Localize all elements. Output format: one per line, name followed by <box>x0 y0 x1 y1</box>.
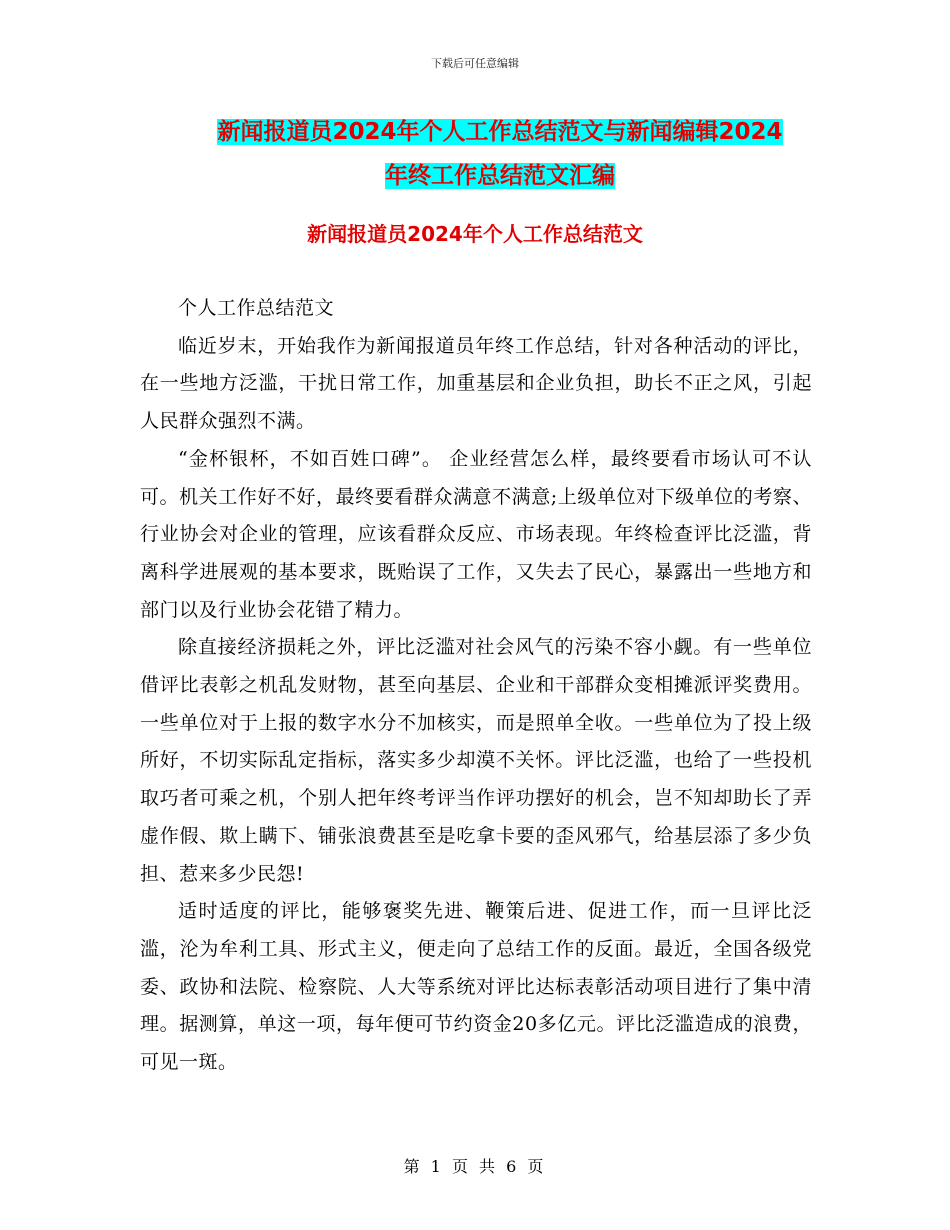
paragraph: “金杯银杯，不如百姓口碑”。 企业经营怎么样，最终要看市场认可不认可。机关工作好不好，最终要看群众满意不满意;上级单位对下级单位的考察、行业协会对企业的管理，应该看群众反应、市场表现。年终检查评比泛滥，背离科学进展观的基本要求，既贻误了工作，又失去了民心，暴露出一些地方和部门以及行业协会花错了精力。 <box>140 447 812 621</box>
main-title-line-1: 新闻报道员2024年个人工作总结范文与新闻编辑2024 <box>217 119 783 145</box>
paragraph: 个人工作总结范文 <box>178 297 335 319</box>
paragraph: 临近岁末，开始我作为新闻报道员年终工作总结，针对各种活动的评比，在一些地方泛滥，干扰日常工作，加重基层和企业负担，助长不正之风，引起人民群众强烈不满。 <box>140 334 812 433</box>
main-title-line-2: 年终工作总结范文汇编 <box>385 163 615 189</box>
document-body <box>140 290 812 1082</box>
page-number-footer: 第 1 页 共 6 页 <box>403 1157 547 1176</box>
paragraph: 除直接经济损耗之外，评比泛滥对社会风气的污染不容小觑。有一些单位借评比表彰之机乱发财物，甚至向基层、企业和干部群众变相摊派评奖费用。一些单位对于上报的数字水分不加核实，而是照单全收。一些单位为了投上级所好，不切实际乱定指标，落实多少却漠不关怀。评比泛滥，也给了一些投机取巧者可乘之机，个别人把年终考评当作评功摆好的机会，岂不知却助长了弄虚作假、欺上瞒下、铺张浪费甚至是吃拿卡要的歪风邪气，给基层添了多少负担、惹来多少民怨! <box>140 636 812 885</box>
page-header-note: 下载后可任意编辑 <box>431 57 519 70</box>
document-main-title <box>140 110 860 198</box>
section-subtitle: 新闻报道员2024年个人工作总结范文 <box>307 222 643 246</box>
paragraph: 适时适度的评比，能够褒奖先进、鞭策后进、促进工作，而一旦评比泛滥，沦为牟利工具、形式主义，便走向了总结工作的反面。最近，全国各级党委、政协和法院、检察院、人大等系统对评比达标表彰活动项目进行了集中清理。据测算，单这一项，每年便可节约资金20多亿元。评比泛滥造成的浪费，可见一斑。 <box>140 900 812 1074</box>
